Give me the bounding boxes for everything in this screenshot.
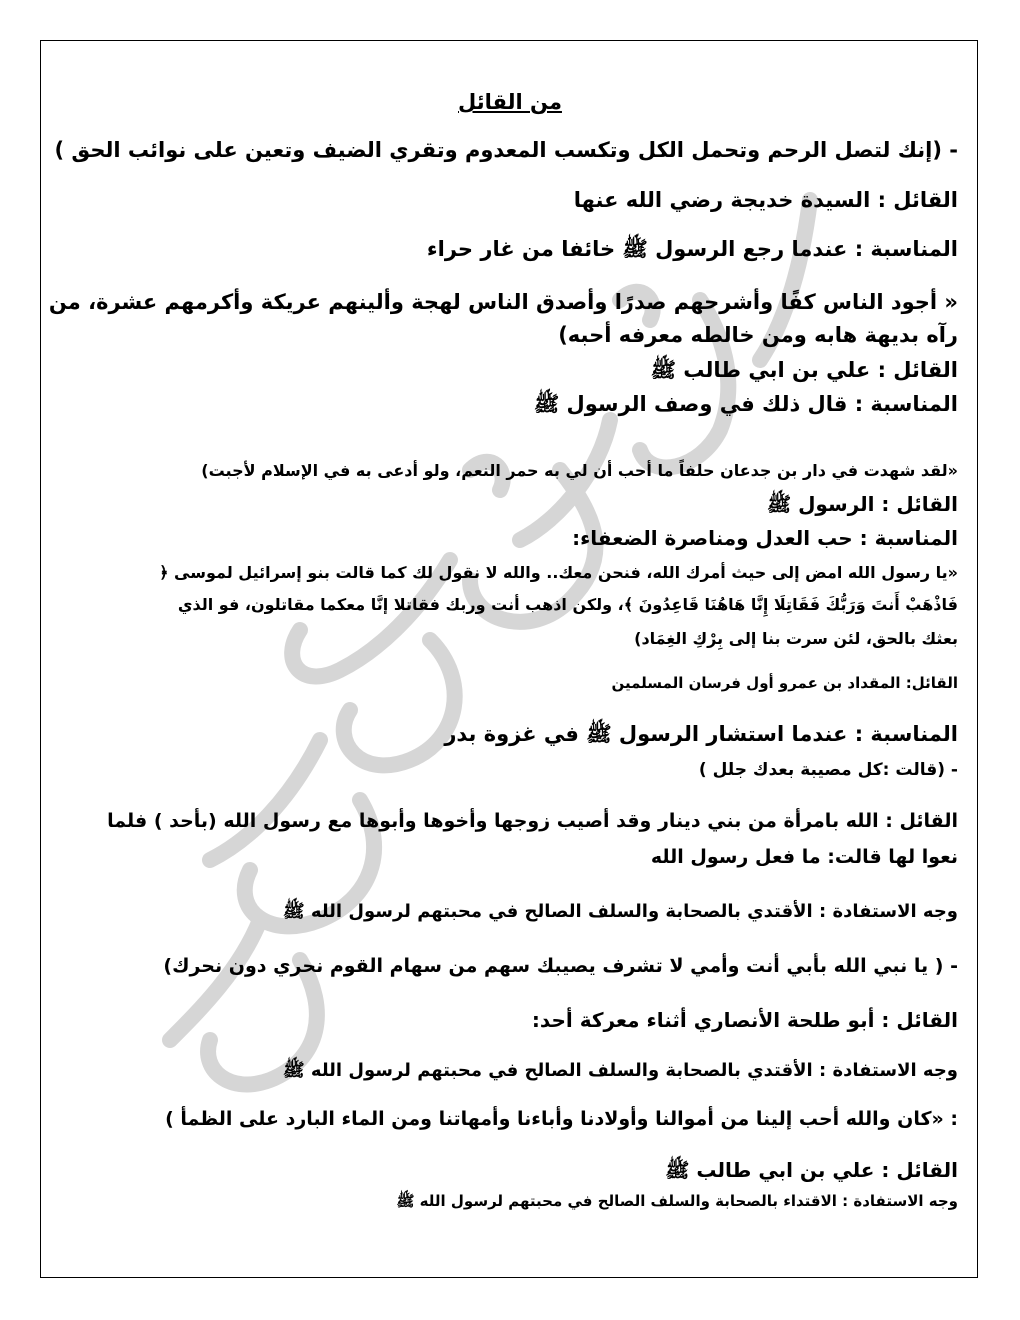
speaker-line: القائل : السيدة خديجة رضي الله عنها — [573, 188, 958, 212]
watermark-text: أ/ عبدالمحسن محمد — [0, 0, 9, 1]
quote-line: «يا رسول الله امض إلى حيث أمرك الله، فنحن معك.. والله لا نقول لك كما قالت بنو إسرائيل لموسى ﴿ — [159, 563, 958, 582]
speaker-line: القائل: المقداد بن عمرو أول فرسان المسلمين — [611, 674, 958, 692]
benefit-line: وجه الاستفادة : الأقتدي بالصحابة والسلف الصالح في محبتهم لرسول الله ﷺ — [282, 1060, 958, 1081]
benefit-line: وجه الاستفادة : الأقتدي بالصحابة والسلف الصالح في محبتهم لرسول الله ﷺ — [282, 901, 958, 922]
occasion-line: المناسبة : عندما استشار الرسول ﷺ في غزوة بدر — [444, 722, 958, 746]
quote-line: : «كان والله أحب إلينا من أموالنا وأولادنا وأباءنا وأمهاتنا ومن الماء البارد على الظمأ ) — [165, 1108, 958, 1130]
quote-line: «لقد شهدت في دار بن جدعان حلفاً ما أحب أن لي به حمر النعم، ولو أدعى به في الإسلام لأجبت) — [201, 461, 958, 480]
quote-line: بعثك بالحق، لئن سرت بنا إلى بِرْكِ الغِمَاد) — [634, 629, 958, 648]
occasion-line: المناسبة : عندما رجع الرسول ﷺ خائفا من غار حراء — [426, 237, 958, 261]
quote-line: - ( يا نبي الله بأبي أنت وأمي لا تشرف يصيبك سهم من سهام القوم نحري دون نحرك) — [163, 955, 958, 977]
quote-line: « أجود الناس كفًا وأشرحهم صدرًا وأصدق الناس لهجة وألينهم عريكة وأكرمهم عشرة، من — [48, 290, 958, 314]
quote-line: رآه بديهة هابه ومن خالطه معرفه أحبه) — [558, 323, 958, 347]
speaker-line: القائل : أبو طلحة الأنصاري أثناء معركة أحد: — [531, 1008, 958, 1032]
speaker-line: القائل : الله بامرأة من بني دينار وقد أصيب زوجها وأخوها وأبوها مع رسول الله (بأحد ) فلما — [107, 810, 958, 832]
page-title: من القائل — [458, 90, 562, 114]
speaker-line: القائل : علي بن ابي طالب ﷺ — [650, 358, 958, 382]
occasion-line: المناسبة : حب العدل ومناصرة الضعفاء: — [572, 526, 958, 550]
speaker-line: القائل : علي بن ابي طالب ﷺ — [665, 1158, 958, 1182]
quote-line: - (قالت :كل مصيبة بعدك جلل ) — [698, 760, 958, 780]
speaker-line: نعوا لها قالت: ما فعل رسول الله — [650, 846, 958, 868]
speaker-line: القائل : الرسول ﷺ — [766, 492, 958, 516]
page-border — [40, 40, 978, 1278]
occasion-line: المناسبة : قال ذلك في وصف الرسول ﷺ — [533, 392, 958, 416]
quote-line: فَاذْهَبْ أَنتَ وَرَبُّكَ فَقَاتِلَا إِنَّا هَاهُنَا قَاعِدُونَ ﴾، ولكن اذهب أنت وربك فقاتلا إنَّا معكما مقاتلون، فو الذي — [177, 595, 958, 614]
benefit-line: وجه الاستفادة : الاقتداء بالصحابة والسلف الصالح في محبتهم لرسول الله ﷺ — [396, 1192, 958, 1210]
quote-line: - (إنك لتصل الرحم وتحمل الكل وتكسب المعدوم وتقري الضيف وتعين على نوائب الحق ) — [54, 138, 958, 162]
